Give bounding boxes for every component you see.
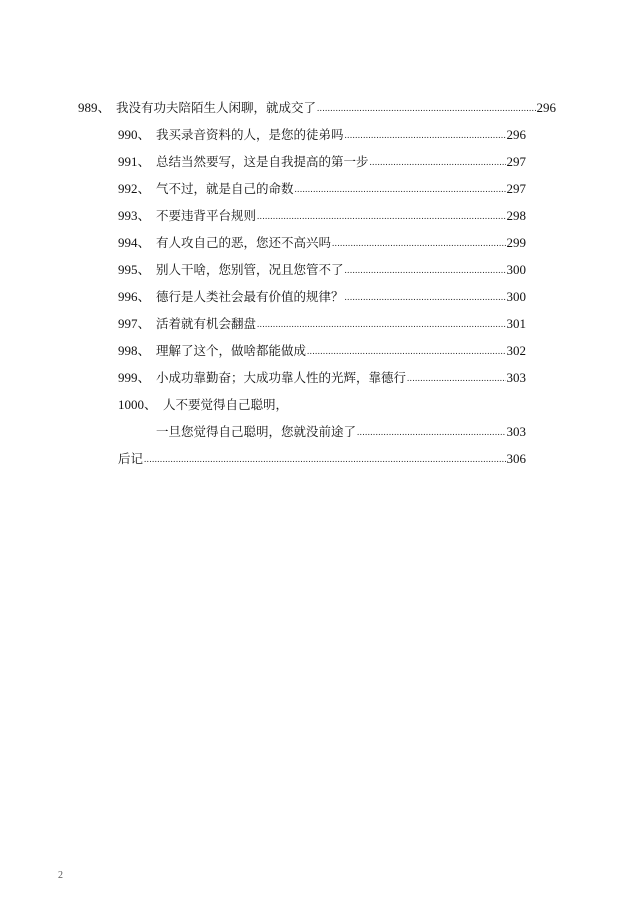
toc-entry-1000-first-line[interactable] xyxy=(118,397,288,413)
toc-entry-1000-second-line[interactable] xyxy=(156,424,526,441)
toc-entry-page: 300 xyxy=(506,262,526,277)
toc-dot-leader xyxy=(345,261,506,278)
toc-dot-leader xyxy=(345,126,506,143)
toc-entry[interactable] xyxy=(118,262,526,279)
toc-entry-title: 小成功靠勤奋；大成功靠人性的光辉，靠德行 xyxy=(156,370,407,385)
toc-entry-number: 997、 xyxy=(118,316,151,331)
toc-entry-title: 气不过，就是自己的命数 xyxy=(156,181,294,196)
toc-entry[interactable] xyxy=(78,100,556,117)
toc-entry-page: 297 xyxy=(506,181,526,196)
toc-entry-number: 998、 xyxy=(118,343,151,358)
toc-entry[interactable] xyxy=(118,208,526,225)
toc-entry-page: 296 xyxy=(506,127,526,142)
toc-entry-title: 理解了这个，做啥都能做成 xyxy=(156,343,307,358)
toc-entry-number: 990、 xyxy=(118,127,151,142)
toc-dot-leader xyxy=(332,234,505,251)
toc-dot-leader xyxy=(257,207,505,224)
toc-entry[interactable] xyxy=(118,343,526,360)
toc-dot-leader xyxy=(307,342,505,359)
toc-entry-title: 我没有功夫陪陌生人闲聊，就成交了 xyxy=(116,100,317,115)
toc-entry-number: 992、 xyxy=(118,181,151,196)
toc-dot-leader xyxy=(370,153,506,170)
toc-entry-page: 297 xyxy=(506,154,526,169)
toc-entry-number: 994、 xyxy=(118,235,151,250)
toc-entry-title-continuation: 一旦您觉得自己聪明，您就没前途了 xyxy=(156,424,357,439)
toc-dot-leader xyxy=(345,288,506,305)
toc-entry-page: 303 xyxy=(506,370,526,385)
toc-entry-number: 995、 xyxy=(118,262,151,277)
toc-entry-page: 302 xyxy=(506,343,526,358)
toc-entry-page: 299 xyxy=(506,235,526,250)
toc-entry-number: 999、 xyxy=(118,370,151,385)
toc-entry[interactable] xyxy=(118,316,526,333)
toc-dot-leader xyxy=(144,450,505,467)
toc-entry-number: 989、 xyxy=(78,100,111,115)
toc-entry-title: 后记 xyxy=(118,451,144,466)
toc-dot-leader xyxy=(407,369,505,386)
toc-entry-title: 人不要觉得自己聪明， xyxy=(163,397,289,412)
page-number-footer: 2 xyxy=(58,870,63,881)
toc-dot-leader xyxy=(295,180,506,197)
toc-entry-page: 303 xyxy=(506,424,526,439)
toc-entry[interactable] xyxy=(118,235,526,252)
toc-entry[interactable] xyxy=(118,127,526,144)
toc-entry[interactable] xyxy=(118,289,526,306)
toc-entry-number: 996、 xyxy=(118,289,151,304)
toc-entry[interactable] xyxy=(118,370,526,387)
toc-entry-title: 德行是人类社会最有价值的规律？ xyxy=(156,289,344,304)
toc-entry-title: 活着就有机会翻盘 xyxy=(156,316,257,331)
toc-entry-number: 1000、 xyxy=(118,397,158,412)
toc-entry-afterword[interactable] xyxy=(118,451,526,468)
toc-entry-number: 991、 xyxy=(118,154,151,169)
toc-entry-title: 不要违背平台规则 xyxy=(156,208,257,223)
toc-entry-title: 我买录音资料的人，是您的徒弟吗 xyxy=(156,127,344,142)
toc-dot-leader xyxy=(357,423,505,440)
toc-entry-page: 296 xyxy=(536,100,556,115)
toc-entry-title: 别人干啥，您别管，况且您管不了 xyxy=(156,262,344,277)
toc-dot-leader xyxy=(317,99,535,116)
toc-entry[interactable] xyxy=(118,154,526,171)
toc-entry[interactable] xyxy=(118,181,526,198)
toc-entry-page: 301 xyxy=(506,316,526,331)
toc-entry-page: 300 xyxy=(506,289,526,304)
toc-entry-title: 有人攻自己的恶，您还不高兴吗 xyxy=(156,235,332,250)
toc-entry-number: 993、 xyxy=(118,208,151,223)
toc-dot-leader xyxy=(257,315,505,332)
toc-entry-page: 306 xyxy=(506,451,526,466)
toc-entry-title: 总结当然要写，这是自我提高的第一步 xyxy=(156,154,369,169)
toc-entry-page: 298 xyxy=(506,208,526,223)
